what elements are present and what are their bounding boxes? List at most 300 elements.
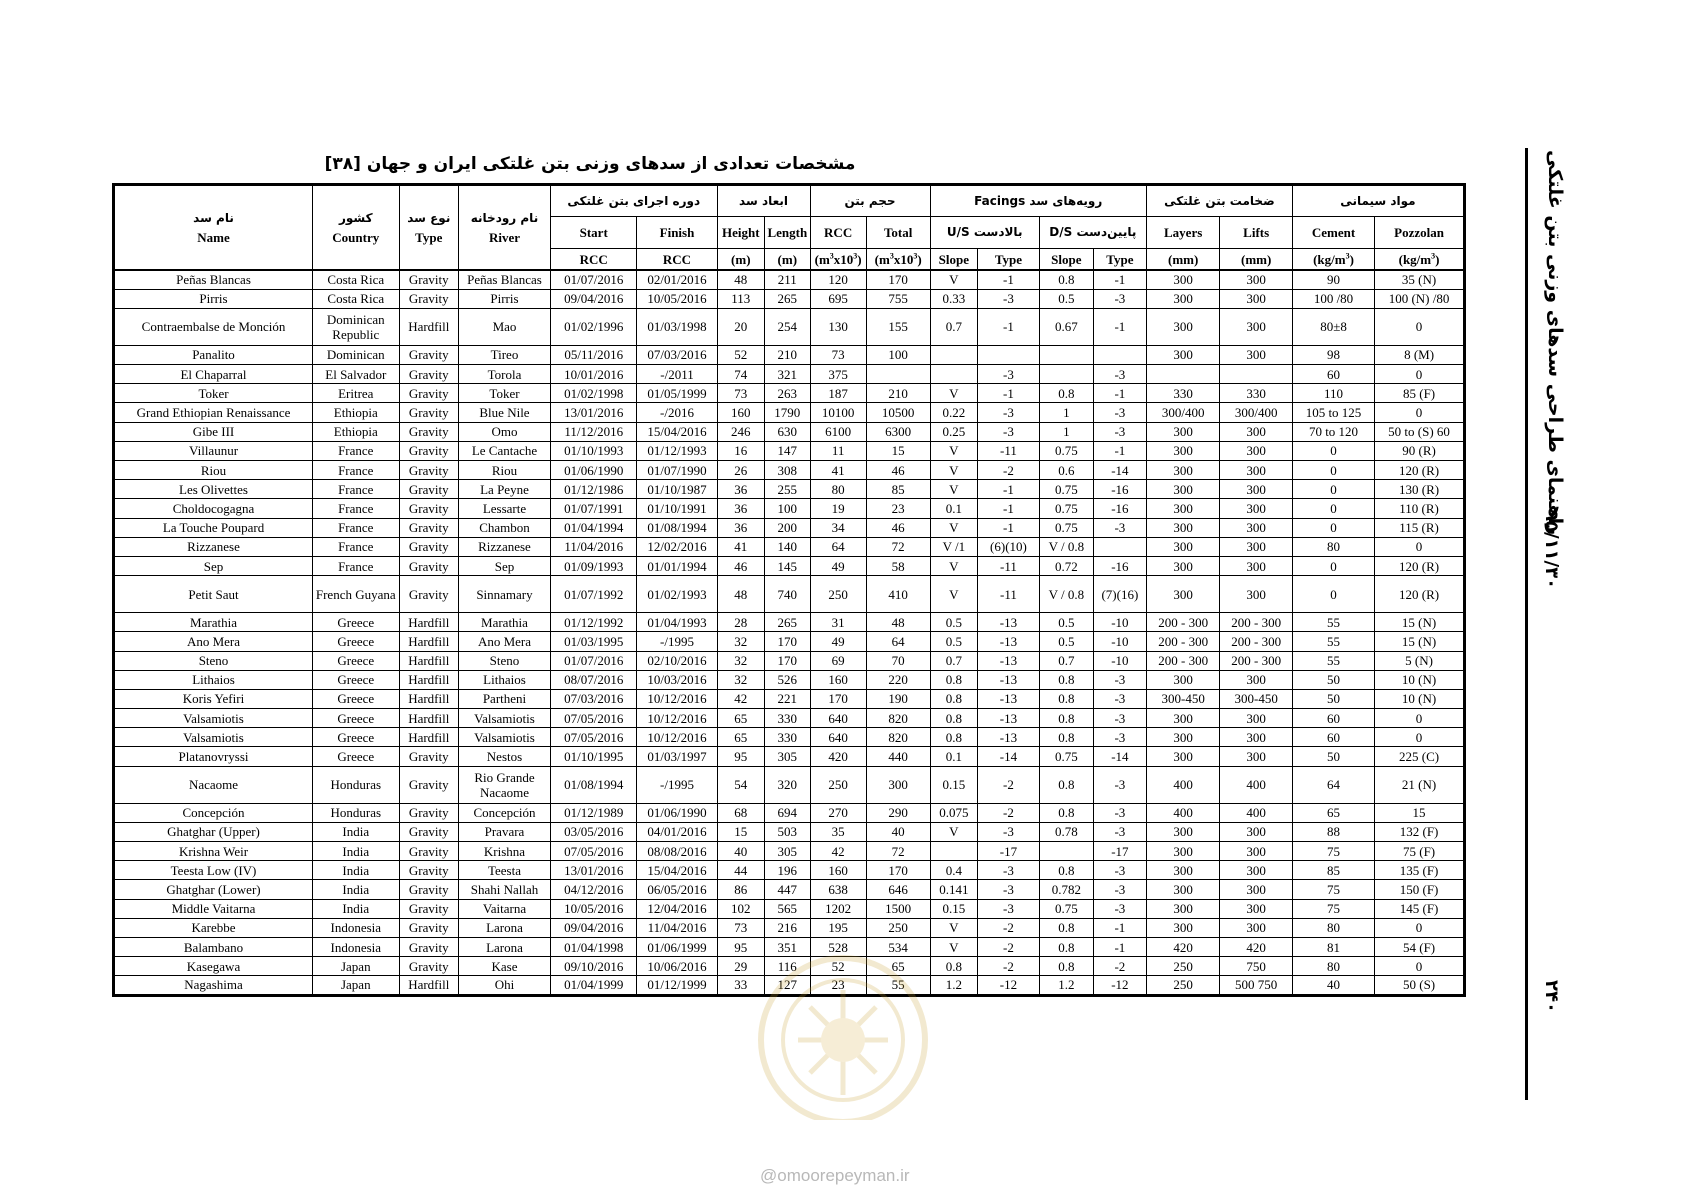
- table-cell: Sep: [459, 556, 551, 575]
- table-cell: 0.75: [1039, 518, 1093, 537]
- table-cell: Choldocogagna: [114, 499, 313, 518]
- table-cell: 06/05/2016: [637, 880, 717, 899]
- table-cell: 41: [810, 461, 866, 480]
- table-cell: 145 (F): [1375, 899, 1465, 918]
- table-cell: 100 (N) /80: [1375, 289, 1465, 308]
- dam-specifications-table: [112, 183, 1466, 997]
- table-cell: -1: [1093, 918, 1146, 937]
- table-cell: 15/04/2016: [637, 422, 717, 441]
- table-cell: V: [930, 937, 978, 956]
- table-cell: 300: [1146, 499, 1220, 518]
- table-cell: 35 (N): [1375, 270, 1465, 289]
- table-cell: 09/10/2016: [550, 957, 637, 976]
- table-cell: Gravity: [399, 766, 458, 803]
- table-cell: 500 750: [1220, 976, 1292, 995]
- table-cell: -13: [978, 670, 1040, 689]
- table-cell: 10/05/2016: [550, 899, 637, 918]
- table-cell: -13: [978, 632, 1040, 651]
- header-cement-unit: $(kg/m^3)$: [1292, 249, 1374, 271]
- table-cell: 190: [866, 689, 930, 708]
- header-downstream: پایین‌دست D/S: [1039, 217, 1146, 249]
- table-cell: 01/06/1990: [637, 803, 717, 822]
- table-cell: 04/12/2016: [550, 880, 637, 899]
- table-cell: -3: [978, 880, 1040, 899]
- table-cell: 300: [1220, 728, 1292, 747]
- table-cell: -17: [978, 842, 1040, 861]
- table-row: [114, 480, 1465, 499]
- table-cell: Les Olivettes: [114, 480, 313, 499]
- table-cell: 32: [717, 651, 765, 670]
- header-length-unit: (m): [765, 249, 810, 271]
- table-cell: 120 (R): [1375, 556, 1465, 575]
- table-cell: 330: [1220, 384, 1292, 403]
- header-river: نام رودخانه River: [459, 185, 551, 271]
- table-cell: 100: [765, 499, 810, 518]
- table-cell: 300: [1220, 422, 1292, 441]
- table-cell: 1.2: [1039, 976, 1093, 995]
- table-cell: 250: [810, 766, 866, 803]
- table-cell: 64: [1292, 766, 1374, 803]
- table-cell: Ohi: [459, 976, 551, 995]
- table-cell: 300: [1220, 842, 1292, 861]
- table-cell: 160: [810, 861, 866, 880]
- table-cell: -3: [1093, 766, 1146, 803]
- table-cell: Chambon: [459, 518, 551, 537]
- table-cell: 10/05/2016: [637, 289, 717, 308]
- table-cell: Marathia: [459, 613, 551, 632]
- table-cell: [1093, 537, 1146, 556]
- table-cell: Gravity: [399, 461, 458, 480]
- table-cell: 15: [866, 441, 930, 460]
- table-cell: 265: [765, 613, 810, 632]
- table-cell: Gravity: [399, 422, 458, 441]
- table-cell: 01/07/2016: [550, 651, 637, 670]
- table-cell: -3: [978, 899, 1040, 918]
- table-cell: 305: [765, 842, 810, 861]
- table-cell: [978, 345, 1040, 364]
- table-cell: -3: [1093, 709, 1146, 728]
- header-lifts-unit: (mm): [1220, 249, 1292, 271]
- table-cell: -3: [1093, 689, 1146, 708]
- table-cell: 321: [765, 365, 810, 384]
- table-cell: 0.8: [1039, 937, 1093, 956]
- table-cell: 02/01/2016: [637, 270, 717, 289]
- table-row: [114, 899, 1465, 918]
- table-cell: -3: [1093, 289, 1146, 308]
- table-cell: -3: [978, 822, 1040, 841]
- table-cell: 300: [1146, 461, 1220, 480]
- table-cell: Hardfill: [399, 709, 458, 728]
- table-cell: 10 (N): [1375, 670, 1465, 689]
- table-cell: 0: [1292, 576, 1374, 613]
- table-cell: Mao: [459, 308, 551, 345]
- table-cell: 54: [717, 766, 765, 803]
- table-cell: 0.8: [1039, 270, 1093, 289]
- table-cell: 0: [1292, 461, 1374, 480]
- table-cell: -3: [978, 422, 1040, 441]
- table-cell: 72: [866, 842, 930, 861]
- table-cell: 55: [866, 976, 930, 995]
- table-cell: 0.075: [930, 803, 978, 822]
- table-cell: France: [313, 518, 400, 537]
- table-cell: Hardfill: [399, 613, 458, 632]
- page-number: ۲۴۰: [1541, 980, 1562, 1013]
- table-cell: 36: [717, 499, 765, 518]
- table-cell: France: [313, 537, 400, 556]
- table-cell: Valsamiotis: [459, 709, 551, 728]
- table-cell: 0.8: [1039, 766, 1093, 803]
- table-cell: 300: [1146, 822, 1220, 841]
- table-cell: V /1: [930, 537, 978, 556]
- table-cell: 300: [1146, 308, 1220, 345]
- table-cell: Gravity: [399, 861, 458, 880]
- table-cell: 81: [1292, 937, 1374, 956]
- table-cell: 105 to 125: [1292, 403, 1374, 422]
- table-cell: 400: [1220, 803, 1292, 822]
- table-row: [114, 632, 1465, 651]
- table-cell: Ethiopia: [313, 403, 400, 422]
- table-cell: 0.7: [930, 308, 978, 345]
- table-cell: -3: [1093, 403, 1146, 422]
- header-ds-slope: Slope: [1039, 249, 1093, 271]
- table-cell: 300: [1220, 537, 1292, 556]
- table-cell: 250: [810, 576, 866, 613]
- table-cell: -3: [1093, 728, 1146, 747]
- table-cell: 102: [717, 899, 765, 918]
- table-cell: Greece: [313, 613, 400, 632]
- table-cell: 55: [1292, 613, 1374, 632]
- table-cell: 15/04/2016: [637, 861, 717, 880]
- table-cell: 73: [717, 918, 765, 937]
- table-cell: 308: [765, 461, 810, 480]
- table-cell: 200 - 300: [1220, 651, 1292, 670]
- table-cell: 73: [717, 384, 765, 403]
- table-cell: Hardfill: [399, 670, 458, 689]
- table-cell: 120 (R): [1375, 461, 1465, 480]
- table-cell: India: [313, 899, 400, 918]
- table-cell: 60: [1292, 728, 1374, 747]
- table-cell: 630: [765, 422, 810, 441]
- table-cell: Gravity: [399, 384, 458, 403]
- table-cell: Gravity: [399, 822, 458, 841]
- table-cell: 200 - 300: [1146, 632, 1220, 651]
- table-cell: 0.8: [1039, 861, 1093, 880]
- table-cell: (7)(16): [1093, 576, 1146, 613]
- table-cell: 130 (R): [1375, 480, 1465, 499]
- table-cell: 265: [765, 289, 810, 308]
- header-pozzolan-unit: $(kg/m^3)$: [1375, 249, 1465, 271]
- table-cell: 170: [765, 651, 810, 670]
- table-cell: -3: [978, 365, 1040, 384]
- header-lifts: Lifts: [1220, 217, 1292, 249]
- table-cell: Gravity: [399, 403, 458, 422]
- table-cell: Lessarte: [459, 499, 551, 518]
- table-cell: 32: [717, 670, 765, 689]
- table-cell: 20: [717, 308, 765, 345]
- table-cell: 01/02/1998: [550, 384, 637, 403]
- table-cell: Indonesia: [313, 918, 400, 937]
- header-ds-type: Type: [1093, 249, 1146, 271]
- table-cell: 646: [866, 880, 930, 899]
- table-cell: [930, 365, 978, 384]
- table-row: [114, 422, 1465, 441]
- header-finish: Finish: [637, 217, 717, 249]
- table-cell: 440: [866, 747, 930, 766]
- table-cell: Greece: [313, 709, 400, 728]
- table-cell: 12/04/2016: [637, 899, 717, 918]
- table-cell: 300: [1146, 345, 1220, 364]
- table-cell: Valsamiotis: [459, 728, 551, 747]
- table-cell: Omo: [459, 422, 551, 441]
- header-finish-rcc: RCC: [637, 249, 717, 271]
- header-layers: Layers: [1146, 217, 1220, 249]
- table-cell: -13: [978, 689, 1040, 708]
- table-cell: 300: [1220, 822, 1292, 841]
- table-cell: Pirris: [459, 289, 551, 308]
- table-cell: 01/10/1995: [550, 747, 637, 766]
- table-cell: 11/04/2016: [550, 537, 637, 556]
- table-cell: 01/01/1994: [637, 556, 717, 575]
- header-pozzolan: Pozzolan: [1375, 217, 1465, 249]
- table-cell: 74: [717, 365, 765, 384]
- table-cell: 300: [1146, 709, 1220, 728]
- table-row: [114, 822, 1465, 841]
- header-type: نوع سد Type: [399, 185, 458, 271]
- table-cell: -1: [978, 270, 1040, 289]
- table-cell: 0.5: [930, 613, 978, 632]
- table-cell: 300: [1220, 499, 1292, 518]
- table-cell: 300: [1146, 537, 1220, 556]
- table-cell: Panalito: [114, 345, 313, 364]
- table-cell: 263: [765, 384, 810, 403]
- table-row: [114, 365, 1465, 384]
- table-cell: 351: [765, 937, 810, 956]
- table-cell: Toker: [114, 384, 313, 403]
- table-cell: 0.8: [1039, 689, 1093, 708]
- header-cementitious: مواد سیمانی: [1292, 185, 1464, 217]
- table-cell: 50: [1292, 747, 1374, 766]
- table-cell: Eritrea: [313, 384, 400, 403]
- table-cell: Nacaome: [114, 766, 313, 803]
- table-cell: 0: [1375, 308, 1465, 345]
- table-cell: 10/12/2016: [637, 728, 717, 747]
- table-cell: Sinnamary: [459, 576, 551, 613]
- table-cell: 300: [1146, 861, 1220, 880]
- table-cell: 8 (M): [1375, 345, 1465, 364]
- table-cell: 01/10/1993: [550, 441, 637, 460]
- table-cell: 65: [717, 709, 765, 728]
- table-cell: 01/07/1990: [637, 461, 717, 480]
- table-row: [114, 461, 1465, 480]
- table-cell: 46: [717, 556, 765, 575]
- table-cell: 1.2: [930, 976, 978, 995]
- table-cell: 01/09/1993: [550, 556, 637, 575]
- table-cell: 49: [810, 632, 866, 651]
- table-cell: 28: [717, 613, 765, 632]
- table-cell: Greece: [313, 632, 400, 651]
- table-cell: 0.7: [1039, 651, 1093, 670]
- table-cell: Blue Nile: [459, 403, 551, 422]
- table-cell: Greece: [313, 689, 400, 708]
- table-cell: 300: [1146, 842, 1220, 861]
- table-cell: 01/04/1998: [550, 937, 637, 956]
- table-cell: 0.141: [930, 880, 978, 899]
- table-cell: 0.8: [930, 957, 978, 976]
- table-cell: [1220, 365, 1292, 384]
- seal-stamp: [738, 945, 948, 1120]
- table-cell: 820: [866, 728, 930, 747]
- table-cell: Krishna Weir: [114, 842, 313, 861]
- table-cell: 09/04/2016: [550, 289, 637, 308]
- table-cell: 01/03/1995: [550, 632, 637, 651]
- header-rcc-unit: $(m^3x10^3)$: [810, 249, 866, 271]
- table-cell: 0.78: [1039, 822, 1093, 841]
- table-cell: 95: [717, 747, 765, 766]
- table-cell: Tireo: [459, 345, 551, 364]
- table-cell: Ghatghar (Lower): [114, 880, 313, 899]
- table-cell: Dominican Republic: [313, 308, 400, 345]
- table-cell: 54 (F): [1375, 937, 1465, 956]
- table-cell: -11: [978, 576, 1040, 613]
- table-cell: Riou: [459, 461, 551, 480]
- table-cell: V: [930, 270, 978, 289]
- table-cell: 48: [717, 576, 765, 613]
- table-cell: 40: [717, 842, 765, 861]
- table-row: [114, 441, 1465, 460]
- table-cell: 565: [765, 899, 810, 918]
- table-cell: -3: [1093, 861, 1146, 880]
- table-cell: 01/07/2016: [550, 270, 637, 289]
- table-cell: -/2011: [637, 365, 717, 384]
- table-cell: Balambano: [114, 937, 313, 956]
- table-cell: 03/05/2016: [550, 822, 637, 841]
- table-cell: Gravity: [399, 270, 458, 289]
- table-cell: 0.75: [1039, 899, 1093, 918]
- table-cell: 07/05/2016: [550, 728, 637, 747]
- table-row: [114, 861, 1465, 880]
- table-cell: 300: [1220, 918, 1292, 937]
- table-cell: 300: [866, 766, 930, 803]
- table-cell: 270: [810, 803, 866, 822]
- table-cell: 300: [1146, 556, 1220, 575]
- table-cell: -1: [978, 480, 1040, 499]
- table-cell: 225 (C): [1375, 747, 1465, 766]
- table-cell: 29: [717, 957, 765, 976]
- table-cell: 420: [1146, 937, 1220, 956]
- table-cell: Gravity: [399, 937, 458, 956]
- table-cell: -11: [978, 441, 1040, 460]
- table-cell: 80: [1292, 918, 1374, 937]
- header-layers-unit: (mm): [1146, 249, 1220, 271]
- table-cell: 60: [1292, 365, 1374, 384]
- table-cell: La Touche Poupard: [114, 518, 313, 537]
- table-cell: 503: [765, 822, 810, 841]
- table-cell: 320: [765, 766, 810, 803]
- table-row: [114, 384, 1465, 403]
- table-row: [114, 518, 1465, 537]
- table-cell: 65: [866, 957, 930, 976]
- table-cell: Dominican: [313, 345, 400, 364]
- table-cell: 01/04/1999: [550, 976, 637, 995]
- table-cell: 58: [866, 556, 930, 575]
- table-cell: France: [313, 556, 400, 575]
- table-cell: 16: [717, 441, 765, 460]
- table-cell: 10/12/2016: [637, 709, 717, 728]
- table-cell: 113: [717, 289, 765, 308]
- table-cell: V: [930, 556, 978, 575]
- table-cell: 0.8: [930, 670, 978, 689]
- table-cell: V: [930, 918, 978, 937]
- table-cell: 300: [1220, 576, 1292, 613]
- table-cell: 0.8: [1039, 384, 1093, 403]
- table-cell: Gravity: [399, 918, 458, 937]
- table-title: [0, 154, 1180, 174]
- table-cell: Valsamiotis: [114, 709, 313, 728]
- table-cell: -14: [1093, 461, 1146, 480]
- table-cell: Karebbe: [114, 918, 313, 937]
- table-cell: V: [930, 441, 978, 460]
- table-cell: 300/400: [1146, 403, 1220, 422]
- table-cell: -3: [1093, 880, 1146, 899]
- table-cell: Greece: [313, 747, 400, 766]
- table-cell: -10: [1093, 613, 1146, 632]
- table-cell: Shahi Nallah: [459, 880, 551, 899]
- table-cell: 0.75: [1039, 747, 1093, 766]
- header-concrete-volume: حجم بتن: [810, 185, 930, 217]
- table-cell: -3: [978, 403, 1040, 422]
- table-cell: 0.5: [930, 632, 978, 651]
- table-cell: 50 (S): [1375, 976, 1465, 995]
- side-date: ۹۵/۱۱/۳۰: [1541, 510, 1562, 590]
- table-cell: 01/07/1991: [550, 499, 637, 518]
- table-cell: 01/12/1989: [550, 803, 637, 822]
- header-height: Height: [717, 217, 765, 249]
- table-row: [114, 766, 1465, 803]
- table-cell: 300: [1220, 709, 1292, 728]
- table-cell: 0: [1375, 537, 1465, 556]
- table-cell: 300: [1220, 308, 1292, 345]
- table-cell: 80: [1292, 957, 1374, 976]
- table-cell: Gravity: [399, 365, 458, 384]
- table-cell: 0.4: [930, 861, 978, 880]
- table-cell: Rizzanese: [114, 537, 313, 556]
- table-row: [114, 345, 1465, 364]
- table-cell: -10: [1093, 632, 1146, 651]
- table-cell: -12: [978, 976, 1040, 995]
- table-cell: 34: [810, 518, 866, 537]
- table-cell: Japan: [313, 976, 400, 995]
- table-cell: 330: [765, 728, 810, 747]
- table-cell: 64: [866, 632, 930, 651]
- table-cell: 98: [1292, 345, 1374, 364]
- table-cell: -12: [1093, 976, 1146, 995]
- header-cement: Cement: [1292, 217, 1374, 249]
- table-cell: 820: [866, 709, 930, 728]
- table-cell: 10/03/2016: [637, 670, 717, 689]
- table-cell: 170: [866, 861, 930, 880]
- table-cell: 145: [765, 556, 810, 575]
- table-cell: 300-450: [1220, 689, 1292, 708]
- table-cell: 170: [810, 689, 866, 708]
- table-cell: (6)(10): [978, 537, 1040, 556]
- table-cell: 400: [1146, 803, 1220, 822]
- table-cell: 09/04/2016: [550, 918, 637, 937]
- table-cell: 0: [1292, 441, 1374, 460]
- table-cell: 0.8: [930, 728, 978, 747]
- table-cell: 1202: [810, 899, 866, 918]
- table-cell: 300: [1220, 289, 1292, 308]
- table-cell: Hardfill: [399, 728, 458, 747]
